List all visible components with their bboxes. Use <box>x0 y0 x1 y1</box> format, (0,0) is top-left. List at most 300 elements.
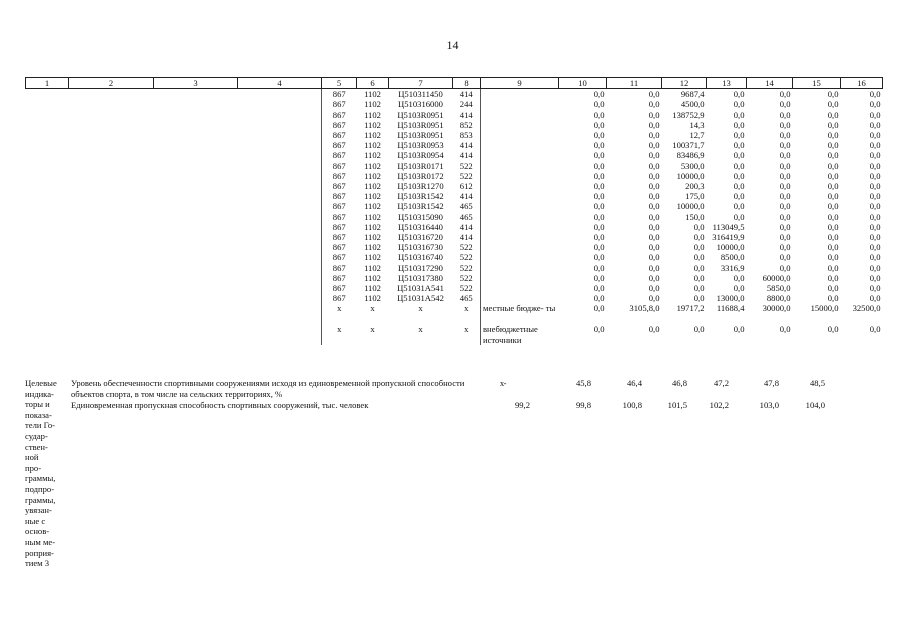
table-cell <box>481 110 559 120</box>
table-cell-empty <box>69 201 154 211</box>
table-cell <box>481 120 559 130</box>
table-row <box>26 150 883 160</box>
table-cell: х <box>453 303 481 324</box>
table-cell: 1102 <box>364 272 381 283</box>
table-cell <box>481 212 559 222</box>
table-row <box>26 303 883 324</box>
table-cell: 0,0 <box>779 242 791 253</box>
col-header: 9 <box>481 78 559 89</box>
table-cell: 0,0 <box>693 262 705 273</box>
table-cell: 0,0 <box>733 201 745 212</box>
table-cell-empty <box>154 232 238 242</box>
table-cell: 1102 <box>364 262 381 273</box>
table-cell-empty <box>26 140 69 150</box>
table-cell: 414 <box>453 110 481 120</box>
table-cell: 0,0 <box>733 140 745 151</box>
table-cell: х <box>370 303 375 314</box>
table-cell-empty <box>154 191 238 201</box>
indicator-text: Единовременная пропускная способность спортивных сооружений, тыс. человек <box>71 400 369 410</box>
indicators-label-line: ные с <box>25 515 46 526</box>
indicators-label-line: увязан- <box>25 505 52 516</box>
table-cell: 1102 <box>364 181 381 192</box>
table-cell: 0,0 <box>827 130 839 141</box>
indicator-value: 46,8 <box>671 378 687 388</box>
table-cell: 0,0 <box>869 181 881 192</box>
table-cell: 0,0 <box>779 160 791 171</box>
table-row <box>26 110 883 120</box>
indicator-value: 47,8 <box>763 378 779 388</box>
table-cell: 867 <box>322 181 357 191</box>
table-cell: 522 <box>453 273 481 283</box>
table-cell: 9687,4 <box>680 89 705 100</box>
table-cell: Ц510317380 <box>398 272 443 283</box>
table-row <box>26 242 883 252</box>
table-cell: 1102 <box>364 211 381 222</box>
table-cell-empty <box>26 293 69 303</box>
indicator-marker: х <box>499 378 505 388</box>
table-cell: 0,0 <box>648 140 660 151</box>
table-cell-empty <box>154 140 238 150</box>
table-cell-empty <box>69 99 154 109</box>
table-cell: Ц5103R1270 <box>397 181 444 192</box>
table-cell: Ц5103R1542 <box>397 191 444 202</box>
table-cell-empty <box>26 150 69 160</box>
table-cell: 0,0 <box>593 272 605 283</box>
table-cell: Ц5103R0951 <box>397 130 444 141</box>
table-cell: 1102 <box>364 89 381 100</box>
table-cell: 867 <box>322 191 357 201</box>
table-row <box>26 222 883 232</box>
table-cell: 0,0 <box>827 272 839 283</box>
table-cell: Ц510316720 <box>398 232 443 243</box>
table-cell: 0,0 <box>779 119 791 130</box>
table-cell: 0,0 <box>733 89 745 100</box>
table-cell: 0,0 <box>733 160 745 171</box>
table-cell: 867 <box>322 252 357 262</box>
indicators-label-line: про- <box>25 462 42 473</box>
table-cell: 522 <box>453 161 481 171</box>
table-cell: 0,0 <box>733 119 745 130</box>
table-row <box>26 293 883 303</box>
table-cell: 414 <box>453 89 481 100</box>
table-cell: 0,0 <box>593 99 605 110</box>
indicators-label-line: индика- <box>25 388 54 399</box>
table-cell: 0,0 <box>869 170 881 181</box>
table-cell: 0,0 <box>827 283 839 294</box>
table-cell: 0,0 <box>779 252 791 263</box>
table-cell: 852 <box>453 120 481 130</box>
table-cell: х <box>322 324 357 345</box>
table-cell: 0,0 <box>593 89 605 100</box>
indicator-value: 103,0 <box>759 400 779 410</box>
table-cell-empty <box>238 242 322 252</box>
table-cell: 0,0 <box>593 160 605 171</box>
indicators-label-line: ным ме- <box>25 536 56 547</box>
table-cell <box>481 293 559 303</box>
table-cell: 0,0 <box>779 232 791 243</box>
table-cell: 138752,9 <box>672 109 705 120</box>
table-cell: 0,0 <box>693 242 705 253</box>
table-cell: 465 <box>453 293 481 303</box>
table-cell: 0,0 <box>827 170 839 181</box>
col-header: 13 <box>707 78 747 89</box>
table-cell-empty <box>154 273 238 283</box>
table-cell: 1102 <box>364 140 381 151</box>
table-cell: 0,0 <box>779 191 791 202</box>
table-cell: 0,0 <box>827 252 839 263</box>
table-cell: 0,0 <box>827 150 839 161</box>
table-cell: 32500,0 <box>852 303 881 314</box>
table-cell: 0,0 <box>593 109 605 120</box>
table-cell-empty <box>26 252 69 262</box>
table-cell: 0,0 <box>593 140 605 151</box>
table-cell: 0,0 <box>869 119 881 130</box>
table-cell: 0,0 <box>827 262 839 273</box>
table-cell: 0,0 <box>827 221 839 232</box>
table-cell: Ц5103R0951 <box>397 119 444 130</box>
table-cell: 0,0 <box>869 201 881 212</box>
indicators-label-line: тием 3 <box>25 558 50 569</box>
table-cell: 867 <box>322 140 357 150</box>
table-cell: 867 <box>322 242 357 252</box>
table-cell: 11688,4 <box>716 303 745 314</box>
table-row <box>26 120 883 130</box>
table-cell: 0,0 <box>733 109 745 120</box>
table-cell: 1102 <box>364 201 381 212</box>
table-cell: 1102 <box>364 130 381 141</box>
table-cell: 0,0 <box>693 252 705 263</box>
table-cell: 0,0 <box>648 324 660 335</box>
table-cell: 0,0 <box>693 283 705 294</box>
table-cell: 0,0 <box>869 191 881 202</box>
table-cell-empty <box>26 110 69 120</box>
table-cell-empty <box>26 181 69 191</box>
table-cell: 0,0 <box>648 109 660 120</box>
table-cell-empty <box>154 171 238 181</box>
table-cell: 0,0 <box>779 324 791 335</box>
table-cell: 0,0 <box>693 324 705 335</box>
table-cell: 0,0 <box>869 99 881 110</box>
table-row <box>26 89 883 100</box>
table-cell: 0,0 <box>648 211 660 222</box>
table-cell: 0,0 <box>593 262 605 273</box>
indicators-label-line: граммы, <box>25 473 56 484</box>
indicator-value: 104,0 <box>805 400 825 410</box>
table-cell-empty <box>154 110 238 120</box>
table-cell: 1102 <box>364 252 381 263</box>
table-cell-empty <box>154 222 238 232</box>
table-cell: Ц5103R1542 <box>397 201 444 212</box>
indicators-label-line: торы и <box>25 399 50 410</box>
table-cell: 465 <box>453 201 481 211</box>
table-cell-empty <box>26 171 69 181</box>
table-cell: 15000,0 <box>810 303 839 314</box>
table-cell <box>481 181 559 191</box>
table-cell: 0,0 <box>779 170 791 181</box>
table-cell: 30000,0 <box>762 303 791 314</box>
indicators-label-line: судар- <box>25 430 48 441</box>
table-cell: 0,0 <box>593 252 605 263</box>
table-cell <box>481 252 559 262</box>
table-cell-empty <box>154 99 238 109</box>
table-cell: 0,0 <box>827 201 839 212</box>
table-cell: Ц510317290 <box>398 262 443 273</box>
table-cell: 0,0 <box>779 109 791 120</box>
table-cell-empty <box>69 232 154 242</box>
table-row <box>26 324 883 345</box>
table-cell: 0,0 <box>827 140 839 151</box>
table-cell: 0,0 <box>869 232 881 243</box>
budget-table <box>25 77 883 345</box>
header-row <box>26 78 883 89</box>
table-cell: 8500,0 <box>720 252 745 263</box>
table-cell: 867 <box>322 283 357 293</box>
table-cell: 0,0 <box>648 89 660 100</box>
table-cell: 465 <box>453 212 481 222</box>
table-cell: 0,0 <box>593 130 605 141</box>
table-cell: 0,0 <box>648 119 660 130</box>
table-cell-empty <box>69 242 154 252</box>
table-cell-empty <box>238 263 322 273</box>
table-cell: 5300,0 <box>680 160 705 171</box>
table-cell <box>481 273 559 283</box>
table-row <box>26 99 883 109</box>
indicator-text: Уровень обеспеченности спортивными сооружениями исходя из единовременной пропускной способности объектов спорта, в том числе на сельских территориях, % <box>71 378 465 399</box>
table-cell: 867 <box>322 130 357 140</box>
table-cell: 0,0 <box>733 191 745 202</box>
table-cell: 0,0 <box>593 242 605 253</box>
col-header: 5 <box>322 78 357 89</box>
table-cell: 0,0 <box>733 324 745 335</box>
table-cell: 867 <box>322 263 357 273</box>
table-cell: 0,0 <box>733 211 745 222</box>
table-cell-empty <box>26 232 69 242</box>
table-cell: 0,0 <box>869 272 881 283</box>
table-cell: 0,0 <box>869 262 881 273</box>
table-cell: 0,0 <box>648 283 660 294</box>
table-cell-empty <box>69 140 154 150</box>
table-cell: х <box>322 303 357 324</box>
table-cell: 522 <box>453 242 481 252</box>
table-cell-empty <box>238 283 322 293</box>
table-cell: 0,0 <box>869 211 881 222</box>
table-cell-empty <box>26 212 69 222</box>
table-cell-empty <box>26 99 69 109</box>
table-cell: 0,0 <box>593 232 605 243</box>
table-cell: Ц510316730 <box>398 242 443 253</box>
table-cell: 1102 <box>364 150 381 161</box>
table-cell <box>481 191 559 201</box>
table-cell: 0,0 <box>648 181 660 192</box>
table-cell: Ц510316740 <box>398 252 443 263</box>
table-cell: 0,0 <box>733 170 745 181</box>
table-cell-empty <box>154 130 238 140</box>
table-cell: 867 <box>322 120 357 130</box>
table-cell: Ц5103R0951 <box>397 109 444 120</box>
table-row <box>26 140 883 150</box>
table-row <box>26 263 883 273</box>
table-row <box>26 181 883 191</box>
table-cell: 867 <box>322 273 357 283</box>
table-cell: 100371,7 <box>672 140 705 151</box>
indicator-value: 100,8 <box>622 400 642 410</box>
indicator-value: 48,5 <box>809 378 825 388</box>
col-header: 2 <box>69 78 154 89</box>
table-cell: 867 <box>322 232 357 242</box>
indicator-value: 47,2 <box>713 378 729 388</box>
table-cell-empty <box>26 222 69 232</box>
table-cell: 0,0 <box>827 99 839 110</box>
table-cell-empty <box>238 232 322 242</box>
table-cell: 0,0 <box>593 283 605 294</box>
table-cell-empty <box>26 303 69 324</box>
table-cell: Ц51031А541 <box>397 283 444 294</box>
table-cell: 867 <box>322 150 357 160</box>
table-row <box>26 232 883 242</box>
table-cell: 414 <box>453 140 481 150</box>
table-cell <box>481 201 559 211</box>
table-cell-empty <box>238 161 322 171</box>
table-cell-empty <box>238 181 322 191</box>
table-cell: 612 <box>453 181 481 191</box>
table-cell: 1102 <box>364 283 381 294</box>
page-number: 14 <box>446 38 459 52</box>
table-cell-empty <box>154 263 238 273</box>
table-cell-empty <box>69 324 154 345</box>
table-cell: 0,0 <box>827 181 839 192</box>
col-header: 14 <box>747 78 793 89</box>
table-cell: 522 <box>453 252 481 262</box>
table-cell: 0,0 <box>733 150 745 161</box>
col-header: 4 <box>238 78 322 89</box>
table-cell-empty <box>69 283 154 293</box>
table-cell: 3316,9 <box>720 262 745 273</box>
table-cell: 113049,5 <box>712 221 745 232</box>
indicators-label-line: основ- <box>25 526 50 537</box>
table-cell-empty <box>69 263 154 273</box>
table-cell: 0,0 <box>869 140 881 151</box>
table-cell: 150,0 <box>685 211 705 222</box>
table-cell-empty <box>238 150 322 160</box>
col-header: 6 <box>357 78 389 89</box>
table-cell: 0,0 <box>827 293 839 304</box>
col-header: 11 <box>607 78 662 89</box>
table-cell-empty <box>154 161 238 171</box>
table-cell: 1102 <box>364 119 381 130</box>
table-cell: 0,0 <box>869 160 881 171</box>
table-cell: х <box>453 324 481 345</box>
table-cell: 0,0 <box>733 272 745 283</box>
table-cell: 0,0 <box>869 221 881 232</box>
indicator-value: 46,4 <box>626 378 642 388</box>
indicators-label-line: ной <box>25 452 39 463</box>
table-cell: 0,0 <box>648 130 660 141</box>
col-header: 15 <box>793 78 841 89</box>
indicators-label-line: граммы, <box>25 494 56 505</box>
table-cell-empty <box>69 120 154 130</box>
table-cell: 0,0 <box>779 130 791 141</box>
table-cell: 19717,2 <box>676 303 705 314</box>
table-cell-empty <box>154 150 238 160</box>
table-cell-empty <box>69 303 154 324</box>
col-header: 10 <box>559 78 607 89</box>
table-cell: Ц510315090 <box>398 211 443 222</box>
indicator-value: 101,5 <box>667 400 687 410</box>
table-cell <box>481 99 559 109</box>
table-cell: Ц5103R0954 <box>397 150 444 161</box>
table-cell: 522 <box>453 263 481 273</box>
table-cell-empty <box>238 191 322 201</box>
table-cell: 0,0 <box>779 150 791 161</box>
table-cell: 0,0 <box>733 283 745 294</box>
table-cell: 0,0 <box>593 211 605 222</box>
table-cell: 0,0 <box>593 221 605 232</box>
col-header: 16 <box>841 78 883 89</box>
table-cell-empty <box>26 89 69 100</box>
table-cell: 0,0 <box>779 181 791 192</box>
table-cell-empty <box>26 161 69 171</box>
table-cell: 175,0 <box>685 191 705 202</box>
table-cell: 0,0 <box>827 160 839 171</box>
table-cell: 0,0 <box>827 89 839 100</box>
table-cell-empty <box>238 252 322 262</box>
table-cell: 0,0 <box>593 201 605 212</box>
table-cell-empty <box>69 181 154 191</box>
table-cell: 0,0 <box>779 221 791 232</box>
table-cell-empty <box>69 130 154 140</box>
table-cell: 0,0 <box>827 232 839 243</box>
table-row <box>26 283 883 293</box>
table-cell: 414 <box>453 222 481 232</box>
table-cell-empty <box>238 130 322 140</box>
table-cell <box>481 283 559 293</box>
table-cell: 0,0 <box>869 283 881 294</box>
table-cell <box>481 232 559 242</box>
table-cell: 0,0 <box>869 252 881 263</box>
table-cell-empty <box>238 212 322 222</box>
table-cell: 10000,0 <box>716 242 745 253</box>
table-cell-empty <box>154 120 238 130</box>
table-cell: 0,0 <box>733 130 745 141</box>
indicator-value: 99,2 <box>514 400 530 410</box>
table-cell: 0,0 <box>779 262 791 273</box>
table-cell-empty <box>69 273 154 283</box>
table-cell: 316419,9 <box>712 232 745 243</box>
table-cell: 10000,0 <box>676 170 705 181</box>
table-row <box>26 212 883 222</box>
table-cell: Ц5103R0172 <box>397 170 444 181</box>
table-cell: 1102 <box>364 191 381 202</box>
table-cell: 0,0 <box>693 221 705 232</box>
table-cell: 0,0 <box>593 324 605 335</box>
table-cell-empty <box>26 273 69 283</box>
table-cell: Ц510311450 <box>398 89 443 100</box>
table-cell-empty <box>238 110 322 120</box>
table-row <box>26 273 883 283</box>
table-cell: внебюджетные источники <box>483 324 538 345</box>
table-cell: 867 <box>322 89 357 100</box>
table-cell-empty <box>154 89 238 100</box>
col-header: 1 <box>26 78 69 89</box>
table-cell: 1102 <box>364 170 381 181</box>
table-cell: 3105,8,0 <box>629 303 660 314</box>
table-cell: 8800,0 <box>766 293 791 304</box>
table-cell-empty <box>238 140 322 150</box>
table-cell: Ц5103R0171 <box>397 160 444 171</box>
table-cell-empty <box>26 120 69 130</box>
table-cell: 0,0 <box>733 181 745 192</box>
table-cell-empty <box>26 324 69 345</box>
